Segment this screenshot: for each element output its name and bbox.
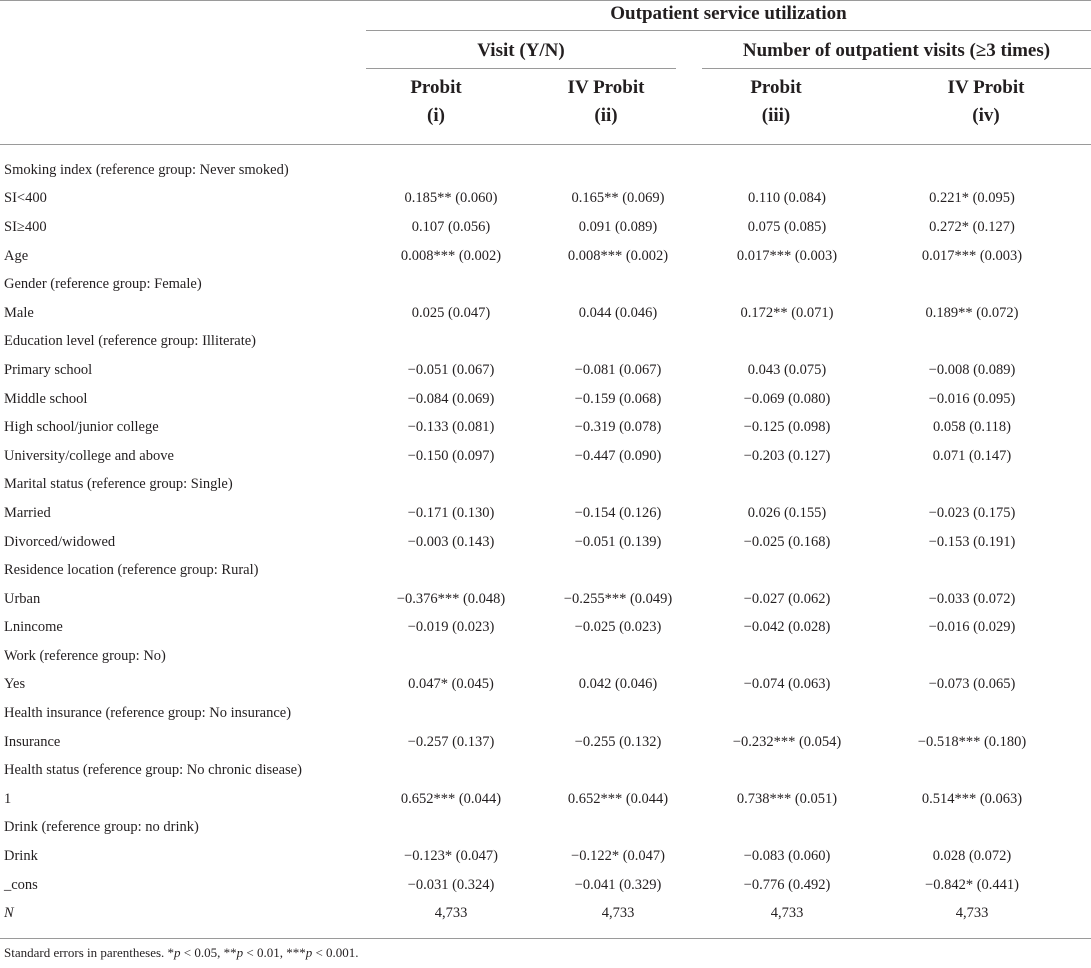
row-label: Work (reference group: No) [4,647,166,664]
cell-col-2: 0.042 (0.046) [578,676,658,693]
cell-col-2: −0.255*** (0.049) [563,590,673,607]
cell-col-4: 0.071 (0.147) [932,447,1012,464]
cell-col-4 [873,556,1091,585]
cell-col-3: −0.232*** (0.054) [732,733,842,750]
table-row [0,413,1091,442]
col-1-number: (i) [427,105,445,126]
row-label: Health status (reference group: No chronic disease) [4,762,302,779]
cell-col-1 [367,156,535,185]
cell-col-3 [701,814,873,843]
col-3-number: (iii) [761,105,791,126]
row-label: Smoking index (reference group: Never smoked) [4,161,289,178]
table-row [0,899,1091,928]
table-row [0,871,1091,900]
cell-col-1: 0.025 (0.047) [411,304,491,321]
group-visits-count-header: Number of outpatient visits (≥3 times) [742,40,1051,61]
row-label: Residence location (reference group: Rural) [4,562,259,579]
cell-col-1 [367,471,535,500]
cell-col-1 [367,328,535,357]
cell-col-2 [535,328,701,357]
row-label: Married [4,504,51,521]
cell-col-4 [873,699,1091,728]
table-row [0,614,1091,643]
cell-col-3 [701,756,873,785]
row-label: Insurance [4,733,61,750]
table-row [0,671,1091,700]
cell-col-3: −0.083 (0.060) [743,848,831,865]
cell-col-4: 0.514*** (0.063) [921,790,1023,807]
row-label: Gender (reference group: Female) [4,276,202,293]
cell-col-4: −0.033 (0.072) [928,590,1016,607]
table-row [0,556,1091,585]
group-visits-count-rule [702,68,1091,69]
table-row [0,471,1091,500]
row-label: University/college and above [4,447,174,464]
cell-col-2: −0.159 (0.068) [574,390,662,407]
cell-col-1: −0.171 (0.130) [407,504,495,521]
col-4-model: IV Probit [947,77,1025,98]
cell-col-4: −0.008 (0.089) [928,361,1016,378]
cell-col-4: −0.153 (0.191) [928,533,1016,550]
table-row [0,328,1091,357]
table-row [0,642,1091,671]
cell-col-2: −0.041 (0.329) [574,876,662,893]
cell-col-2: −0.154 (0.126) [574,504,662,521]
col-1-header [352,74,520,130]
row-label: Primary school [4,361,93,378]
cell-col-4: −0.073 (0.065) [928,676,1016,693]
cell-col-4 [873,270,1091,299]
cell-col-2: −0.051 (0.139) [574,533,662,550]
row-label: Drink [4,848,38,865]
super-title: Outpatient service utilization [610,3,847,24]
cell-col-4 [873,328,1091,357]
cell-col-3: 0.738*** (0.051) [736,790,838,807]
col-4-number: (iv) [972,105,1000,126]
cell-col-2: −0.025 (0.023) [574,619,662,636]
table-row [0,156,1091,185]
cell-col-3: 0.172** (0.071) [740,304,834,321]
cell-col-3: −0.776 (0.492) [743,876,831,893]
table-row [0,299,1091,328]
row-label: Marital status (reference group: Single) [4,476,233,493]
table-row [0,756,1091,785]
row-label: N [4,905,14,922]
table-row [0,528,1091,557]
row-label: Middle school [4,390,88,407]
row-label: Lnincome [4,619,63,636]
header-bottom-rule [0,144,1091,145]
cell-col-4: −0.016 (0.029) [928,619,1016,636]
cell-col-3 [701,699,873,728]
table-row [0,585,1091,614]
cell-col-3: −0.025 (0.168) [743,533,831,550]
col-2-number: (ii) [594,105,618,126]
row-label: Male [4,304,34,321]
table-row [0,213,1091,242]
cell-col-3: 0.110 (0.084) [748,190,826,207]
cell-col-1: −0.051 (0.067) [407,361,495,378]
cell-col-4: −0.842* (0.441) [925,876,1019,893]
cell-col-1: −0.123* (0.047) [404,848,498,865]
col-1-model: Probit [410,77,462,98]
cell-col-3: −0.074 (0.063) [743,676,831,693]
cell-col-1 [367,756,535,785]
cell-col-3: 0.017*** (0.003) [736,247,838,264]
cell-col-1: 0.107 (0.056) [411,218,491,235]
cell-col-1: −0.019 (0.023) [407,619,495,636]
cell-col-2 [535,756,701,785]
table-row [0,270,1091,299]
table-row [0,499,1091,528]
table-rows [0,156,1091,928]
row-label: Age [4,247,29,264]
cell-col-1 [367,556,535,585]
cell-col-2 [535,699,701,728]
cell-col-3 [701,328,873,357]
cell-col-3: 0.075 (0.085) [747,218,827,235]
cell-col-4 [873,814,1091,843]
cell-col-2: 0.044 (0.046) [578,304,658,321]
cell-col-1: −0.376*** (0.048) [396,590,506,607]
col-3-model: Probit [750,77,802,98]
cell-col-3: −0.125 (0.098) [743,419,831,436]
cell-col-1 [367,642,535,671]
cell-col-3 [701,156,873,185]
table-row [0,814,1091,843]
cell-col-4: 0.017*** (0.003) [921,247,1023,264]
super-title-rule [366,30,1091,31]
cell-col-3: 0.043 (0.075) [747,361,827,378]
cell-col-2: 0.652*** (0.044) [567,790,669,807]
row-label: High school/junior college [4,419,159,436]
cell-col-1: −0.003 (0.143) [407,533,495,550]
cell-col-3: −0.203 (0.127) [743,447,831,464]
col-3-header [692,74,860,130]
table-row [0,242,1091,271]
cell-col-2: −0.122* (0.047) [571,848,665,865]
cell-col-2 [535,156,701,185]
cell-col-2: −0.447 (0.090) [574,447,662,464]
cell-col-4 [873,471,1091,500]
cell-col-1: 0.185** (0.060) [404,190,498,207]
cell-col-1 [367,699,535,728]
row-label: 1 [4,790,12,807]
cell-col-1: −0.257 (0.137) [407,733,495,750]
cell-col-1: −0.150 (0.097) [407,447,495,464]
cell-col-2: −0.319 (0.078) [574,419,662,436]
cell-col-4: −0.016 (0.095) [928,390,1016,407]
cell-col-4 [873,642,1091,671]
cell-col-4: 0.272* (0.127) [929,218,1015,235]
cell-col-2: −0.255 (0.132) [574,733,662,750]
cell-col-1: 4,733 [434,905,468,922]
table-row [0,785,1091,814]
cell-col-1: 0.652*** (0.044) [400,790,502,807]
cell-col-2 [535,814,701,843]
cell-col-3: 4,733 [770,905,804,922]
row-label: Health insurance (reference group: No insurance) [4,705,292,722]
table-row [0,842,1091,871]
row-label: Drink (reference group: no drink) [4,819,199,836]
cell-col-4: −0.518*** (0.180) [917,733,1027,750]
top-rule [0,0,1091,1]
cell-col-4: 4,733 [955,905,989,922]
footnote: Standard errors in parentheses. *p < 0.05, **p < 0.01, ***p < 0.001. [4,945,359,960]
cell-col-3: 0.026 (0.155) [747,504,827,521]
cell-col-4: 0.028 (0.072) [932,848,1012,865]
row-label: _cons [4,876,38,893]
row-label: Urban [4,590,41,607]
cell-col-4 [873,156,1091,185]
cell-col-1 [367,814,535,843]
cell-col-2 [535,642,701,671]
cell-col-2: 0.091 (0.089) [578,218,658,235]
group-visit-header: Visit (Y/N) [477,40,565,61]
cell-col-2 [535,270,701,299]
cell-col-3: −0.069 (0.080) [743,390,831,407]
table-row [0,699,1091,728]
row-label: SI≥400 [4,218,47,235]
cell-col-1: −0.084 (0.069) [407,390,495,407]
cell-col-2: 0.008*** (0.002) [567,247,669,264]
cell-col-1: 0.047* (0.045) [408,676,494,693]
table-row [0,442,1091,471]
table-row [0,728,1091,757]
cell-col-2: 0.165** (0.069) [571,190,665,207]
table-body [0,156,1091,928]
table-row [0,385,1091,414]
cell-col-4: 0.189** (0.072) [925,304,1019,321]
col-2-model: IV Probit [567,77,645,98]
cell-col-3: −0.027 (0.062) [743,590,831,607]
cell-col-1 [367,270,535,299]
group-visit-rule [366,68,676,69]
row-label: SI<400 [4,190,47,207]
table-row [0,185,1091,214]
cell-col-3 [701,556,873,585]
cell-col-3 [701,270,873,299]
cell-col-4: 0.058 (0.118) [933,419,1011,436]
row-label: Education level (reference group: Illiterate) [4,333,257,350]
cell-col-2 [535,471,701,500]
table-row [0,356,1091,385]
cell-col-4: 0.221* (0.095) [929,190,1015,207]
cell-col-2: −0.081 (0.067) [574,361,662,378]
col-4-header [880,74,1091,130]
cell-col-3 [701,471,873,500]
cell-col-3 [701,642,873,671]
cell-col-3: −0.042 (0.028) [743,619,831,636]
col-2-header [520,74,692,130]
cell-col-1: −0.133 (0.081) [407,419,495,436]
row-label: Yes [4,676,26,693]
cell-col-1: 0.008*** (0.002) [400,247,502,264]
cell-col-2: 4,733 [601,905,635,922]
row-label: Divorced/widowed [4,533,116,550]
cell-col-4: −0.023 (0.175) [928,504,1016,521]
bottom-rule [0,938,1091,939]
cell-col-1: −0.031 (0.324) [407,876,495,893]
cell-col-2 [535,556,701,585]
cell-col-4 [873,756,1091,785]
